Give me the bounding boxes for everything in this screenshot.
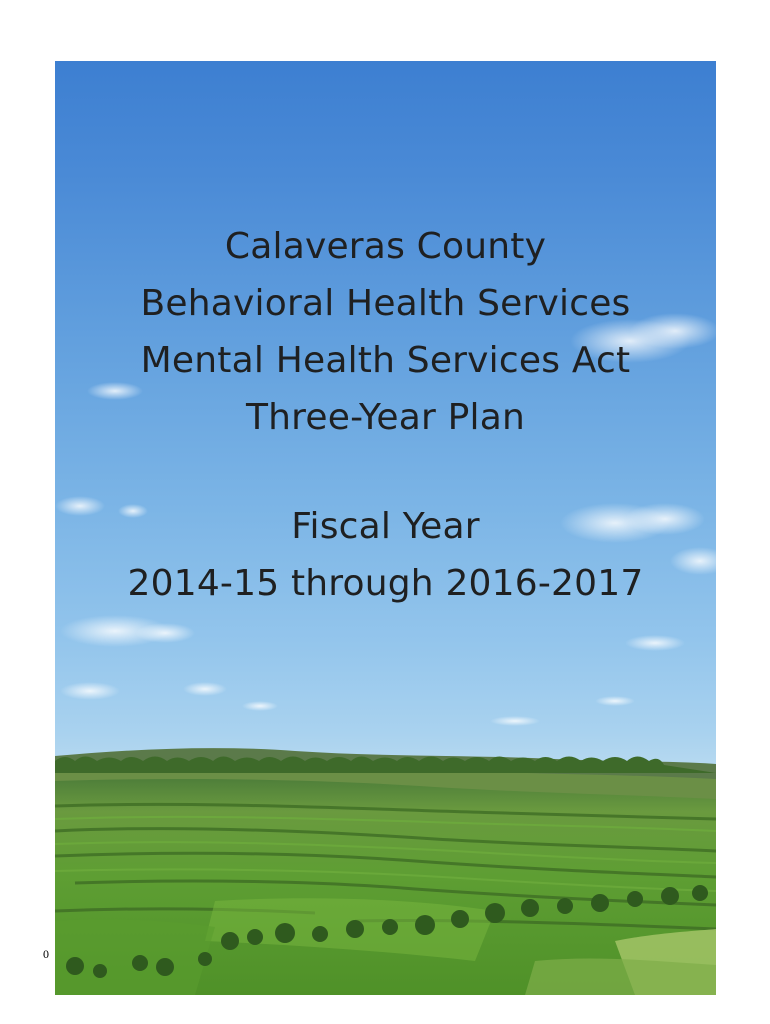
page-number: 0 [43,947,49,961]
cover-title-block [55,218,716,612]
fiscal-year-label: Fiscal Year [291,506,480,547]
title-line-county: Calaveras County [224,226,547,267]
title-line-department: Behavioral Health Services [140,283,631,324]
title-line-act: Mental Health Services Act [140,340,631,381]
title-line-plan: Three-Year Plan [245,397,526,438]
fiscal-year-range: 2014-15 through 2016-2017 [127,563,644,604]
horizon-treeline [55,757,716,774]
title-spacer [55,446,716,498]
